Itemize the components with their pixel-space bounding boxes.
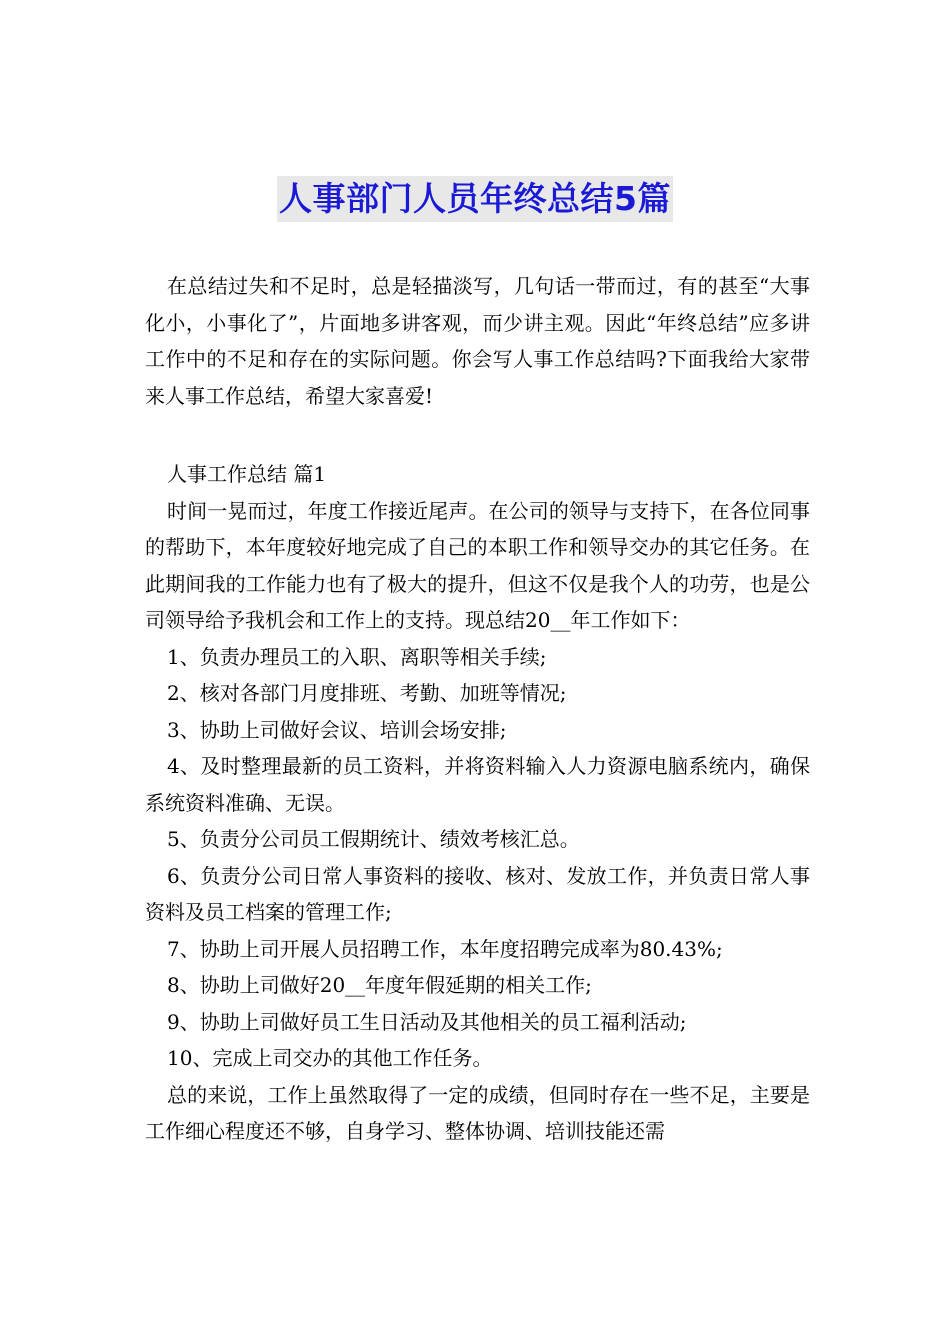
intro-paragraph: 在总结过失和不足时，总是轻描淡写，几句话一带而过，有的甚至“大事化小，小事化了”，片面地多讲客观，而少讲主观。因此“年终总结”应多讲工作中的不足和存在的实际问题。你会写人事工作总结吗?下面我给大家带来人事工作总结，希望大家喜爱!	[145, 274, 810, 408]
list-item: 2、核对各部门月度排班、考勤、加班等情况;	[167, 681, 567, 705]
document-body	[145, 268, 810, 1150]
section-intro-paragraph: 时间一晃而过，年度工作接近尾声。在公司的领导与支持下，在各位同事的帮助下，本年度较好地完成了自己的本职工作和领导交办的其它任务。在此期间我的工作能力也有了极大的提升，但这不仅是我个人的功劳，也是公司领导给予我机会和工作上的支持。现总结20__年工作如下：	[145, 498, 810, 632]
list-item: 6、负责分公司日常人事资料的接收、核对、发放工作，并负责日常人事资料及员工档案的管理工作;	[145, 863, 810, 924]
document-title: 人事部门人员年终总结5篇	[277, 176, 673, 222]
list-item: 5、负责分公司员工假期统计、绩效考核汇总。	[167, 827, 580, 851]
list-item: 10、完成上司交办的其他工作任务。	[167, 1046, 493, 1070]
list-item: 4、及时整理最新的员工资料，并将资料输入人力资源电脑系统内，确保系统资料准确、无误。	[145, 754, 810, 815]
list-item: 7、协助上司开展人员招聘工作，本年度招聘完成率为80.43%;	[167, 936, 723, 961]
list-item: 9、协助上司做好员工生日活动及其他相关的员工福利活动;	[167, 1009, 687, 1034]
list-item: 3、协助上司做好会议、培训会场安排;	[167, 717, 507, 742]
list-item: 8、协助上司做好20__年度年假延期的相关工作;	[167, 973, 592, 997]
title-container	[0, 176, 950, 222]
closing-paragraph: 总的来说，工作上虽然取得了一定的成绩，但同时存在一些不足，主要是工作细心程度还不够，自身学习、整体协调、培训技能还需	[145, 1082, 810, 1143]
section-heading: 人事工作总结 篇1	[167, 462, 327, 486]
list-item: 1、负责办理员工的入职、离职等相关手续;	[167, 644, 547, 669]
paragraph-spacer	[145, 414, 810, 456]
